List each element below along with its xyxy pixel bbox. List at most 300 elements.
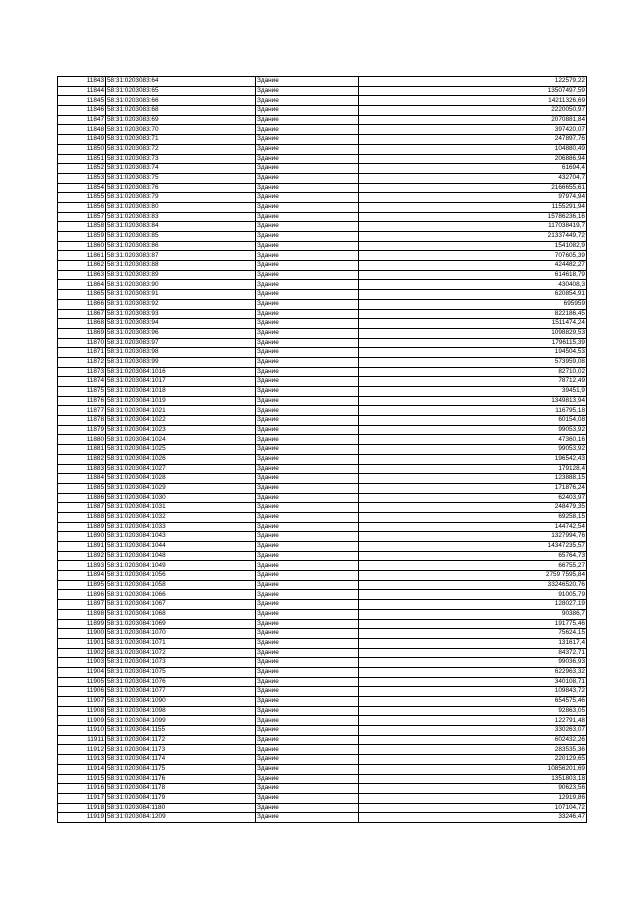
- table-row: [58, 357, 587, 367]
- row-number-cell: 11893: [58, 561, 106, 571]
- cadastral-number-cell: 58:31:0203083:83: [106, 212, 256, 222]
- cadastral-value-cell: 60154,08: [359, 416, 587, 426]
- cadastral-number-cell: 58:31:0203083:89: [106, 270, 256, 280]
- table-row: [58, 86, 587, 96]
- table-row: [58, 793, 587, 803]
- table-row: [58, 299, 587, 309]
- row-number-cell: 11914: [58, 764, 106, 774]
- row-number-cell: 11876: [58, 396, 106, 406]
- cadastral-value-cell: 1796115,39: [359, 338, 587, 348]
- object-type-cell: Здание: [256, 202, 359, 212]
- object-type-cell: Здание: [256, 96, 359, 106]
- table-row: [58, 309, 587, 319]
- object-type-cell: Здание: [256, 290, 359, 300]
- table-row: [58, 270, 587, 280]
- row-number-cell: 11905: [58, 677, 106, 687]
- row-number-cell: 11853: [58, 173, 106, 183]
- row-number-cell: 11882: [58, 454, 106, 464]
- cadastral-number-cell: 58:31:0203084:1023: [106, 425, 256, 435]
- cadastral-number-cell: 58:31:0203083:72: [106, 144, 256, 154]
- cadastral-number-cell: 58:31:0203084:1155: [106, 726, 256, 736]
- cadastral-number-cell: 58:31:0203084:1028: [106, 474, 256, 484]
- cadastral-value-cell: 84372,71: [359, 648, 587, 658]
- object-type-cell: Здание: [256, 270, 359, 280]
- cadastral-value-cell: 14211326,69: [359, 96, 587, 106]
- cadastral-value-cell: 179128,4: [359, 464, 587, 474]
- object-type-cell: Здание: [256, 106, 359, 116]
- cadastral-value-cell: 21337449,72: [359, 232, 587, 242]
- row-number-cell: 11848: [58, 125, 106, 135]
- object-type-cell: Здание: [256, 755, 359, 765]
- cadastral-number-cell: 58:31:0203083:73: [106, 154, 256, 164]
- cadastral-number-cell: 58:31:0203084:1098: [106, 706, 256, 716]
- object-type-cell: Здание: [256, 542, 359, 552]
- row-number-cell: 11880: [58, 435, 106, 445]
- cadastral-value-cell: 573959,08: [359, 357, 587, 367]
- table-row: [58, 803, 587, 813]
- cadastral-number-cell: 58:31:0203084:1077: [106, 687, 256, 697]
- cadastral-number-cell: 58:31:0203083:85: [106, 232, 256, 242]
- row-number-cell: 11845: [58, 96, 106, 106]
- row-number-cell: 11861: [58, 251, 106, 261]
- cadastral-number-cell: 58:31:0203084:1070: [106, 629, 256, 639]
- cadastral-number-cell: 58:31:0203083:93: [106, 309, 256, 319]
- object-type-cell: Здание: [256, 251, 359, 261]
- table-row: [58, 512, 587, 522]
- row-number-cell: 11844: [58, 86, 106, 96]
- cadastral-value-cell: 397420,07: [359, 125, 587, 135]
- table-row: [58, 164, 587, 174]
- row-number-cell: 11871: [58, 348, 106, 358]
- cadastral-number-cell: 58:31:0203084:1176: [106, 774, 256, 784]
- object-type-cell: Здание: [256, 493, 359, 503]
- row-number-cell: 11913: [58, 755, 106, 765]
- table-row: [58, 658, 587, 668]
- row-number-cell: 11884: [58, 474, 106, 484]
- row-number-cell: 11919: [58, 813, 106, 823]
- cadastral-value-cell: 99053,92: [359, 445, 587, 455]
- cadastral-number-cell: 58:31:0203084:1174: [106, 755, 256, 765]
- table-row: [58, 261, 587, 271]
- object-type-cell: Здание: [256, 658, 359, 668]
- cadastral-number-cell: 58:31:0203083:70: [106, 125, 256, 135]
- row-number-cell: 11883: [58, 464, 106, 474]
- table-row: [58, 609, 587, 619]
- cadastral-number-cell: 58:31:0203083:75: [106, 173, 256, 183]
- row-number-cell: 11888: [58, 512, 106, 522]
- row-number-cell: 11872: [58, 357, 106, 367]
- table-row: [58, 784, 587, 794]
- cadastral-value-cell: 247897,76: [359, 135, 587, 145]
- table-row: [58, 77, 587, 87]
- cadastral-value-cell: 144742,54: [359, 522, 587, 532]
- row-number-cell: 11864: [58, 280, 106, 290]
- object-type-cell: Здание: [256, 745, 359, 755]
- table-row: [58, 222, 587, 232]
- cadastral-number-cell: 58:31:0203083:96: [106, 328, 256, 338]
- cadastral-number-cell: 58:31:0203083:69: [106, 115, 256, 125]
- cadastral-value-cell: 2166655,61: [359, 183, 587, 193]
- row-number-cell: 11912: [58, 745, 106, 755]
- row-number-cell: 11875: [58, 387, 106, 397]
- cadastral-value-cell: 196542,43: [359, 454, 587, 464]
- cadastral-value-cell: 602432,26: [359, 735, 587, 745]
- table-row: [58, 726, 587, 736]
- table-row: [58, 600, 587, 610]
- object-type-cell: Здание: [256, 687, 359, 697]
- object-type-cell: Здание: [256, 299, 359, 309]
- table-row: [58, 290, 587, 300]
- object-type-cell: Здание: [256, 77, 359, 87]
- cadastral-number-cell: 58:31:0203084:1209: [106, 813, 256, 823]
- object-type-cell: Здание: [256, 803, 359, 813]
- row-number-cell: 11904: [58, 667, 106, 677]
- object-type-cell: Здание: [256, 416, 359, 426]
- object-type-cell: Здание: [256, 609, 359, 619]
- table-row: [58, 697, 587, 707]
- row-number-cell: 11867: [58, 309, 106, 319]
- object-type-cell: Здание: [256, 338, 359, 348]
- cadastral-number-cell: 58:31:0203084:1033: [106, 522, 256, 532]
- table-row: [58, 638, 587, 648]
- table-row: [58, 115, 587, 125]
- table-row: [58, 551, 587, 561]
- cadastral-number-cell: 58:31:0203083:68: [106, 106, 256, 116]
- row-number-cell: 11858: [58, 222, 106, 232]
- cadastral-value-cell: 69258,15: [359, 512, 587, 522]
- row-number-cell: 11898: [58, 609, 106, 619]
- table-row: [58, 154, 587, 164]
- row-number-cell: 11917: [58, 793, 106, 803]
- cadastral-number-cell: 58:31:0203084:1173: [106, 745, 256, 755]
- row-number-cell: 11877: [58, 406, 106, 416]
- row-number-cell: 11910: [58, 726, 106, 736]
- object-type-cell: Здание: [256, 309, 359, 319]
- row-number-cell: 11889: [58, 522, 106, 532]
- cadastral-number-cell: 58:31:0203084:1180: [106, 803, 256, 813]
- table-row: [58, 774, 587, 784]
- cadastral-value-cell: 1327994,76: [359, 532, 587, 542]
- cadastral-value-cell: 248479,35: [359, 503, 587, 513]
- cadastral-number-cell: 58:31:0203084:1030: [106, 493, 256, 503]
- object-type-cell: Здание: [256, 222, 359, 232]
- cadastral-number-cell: 58:31:0203083:79: [106, 193, 256, 203]
- table-row: [58, 144, 587, 154]
- cadastral-number-cell: 58:31:0203083:92: [106, 299, 256, 309]
- object-type-cell: Здание: [256, 154, 359, 164]
- table-row: [58, 483, 587, 493]
- cadastral-number-cell: 58:31:0203084:1021: [106, 406, 256, 416]
- cadastral-number-cell: 58:31:0203083:90: [106, 280, 256, 290]
- object-type-cell: Здание: [256, 600, 359, 610]
- cadastral-value-cell: 62403,97: [359, 493, 587, 503]
- table-row: [58, 454, 587, 464]
- cadastral-number-cell: 58:31:0203083:99: [106, 357, 256, 367]
- cadastral-value-cell: 82710,02: [359, 367, 587, 377]
- table-row: [58, 96, 587, 106]
- cadastral-number-cell: 58:31:0203084:1018: [106, 387, 256, 397]
- object-type-cell: Здание: [256, 522, 359, 532]
- object-type-cell: Здание: [256, 551, 359, 561]
- object-type-cell: Здание: [256, 667, 359, 677]
- cadastral-value-cell: 13507497,59: [359, 86, 587, 96]
- cadastral-value-cell: 78712,49: [359, 377, 587, 387]
- object-type-cell: Здание: [256, 764, 359, 774]
- row-number-cell: 11890: [58, 532, 106, 542]
- cadastral-value-cell: 430408,3: [359, 280, 587, 290]
- table-row: [58, 542, 587, 552]
- cadastral-value-cell: 65764,73: [359, 551, 587, 561]
- table-row: [58, 416, 587, 426]
- table-row: [58, 212, 587, 222]
- cadastral-value-cell: 33246,47: [359, 813, 587, 823]
- row-number-cell: 11885: [58, 483, 106, 493]
- cadastral-value-cell: 1511474,24: [359, 319, 587, 329]
- cadastral-value-cell: 14347235,57: [359, 542, 587, 552]
- row-number-cell: 11887: [58, 503, 106, 513]
- object-type-cell: Здание: [256, 357, 359, 367]
- object-type-cell: Здание: [256, 348, 359, 358]
- cadastral-value-cell: 61694,4: [359, 164, 587, 174]
- object-type-cell: Здание: [256, 561, 359, 571]
- row-number-cell: 11891: [58, 542, 106, 552]
- row-number-cell: 11863: [58, 270, 106, 280]
- object-type-cell: Здание: [256, 144, 359, 154]
- cadastral-value-cell: 206886,94: [359, 154, 587, 164]
- table-row: [58, 425, 587, 435]
- object-type-cell: Здание: [256, 328, 359, 338]
- table-row: [58, 106, 587, 116]
- cadastral-number-cell: 58:31:0203084:1058: [106, 580, 256, 590]
- cadastral-value-cell: 39451,9: [359, 387, 587, 397]
- cadastral-number-cell: 58:31:0203084:1068: [106, 609, 256, 619]
- cadastral-number-cell: 58:31:0203084:1049: [106, 561, 256, 571]
- cadastral-number-cell: 58:31:0203083:88: [106, 261, 256, 271]
- row-number-cell: 11915: [58, 774, 106, 784]
- cadastral-number-cell: 58:31:0203084:1044: [106, 542, 256, 552]
- cadastral-number-cell: 58:31:0203084:1017: [106, 377, 256, 387]
- cadastral-value-cell: 99036,93: [359, 658, 587, 668]
- table-row: [58, 813, 587, 823]
- row-number-cell: 11881: [58, 445, 106, 455]
- object-type-cell: Здание: [256, 396, 359, 406]
- table-row: [58, 251, 587, 261]
- row-number-cell: 11899: [58, 619, 106, 629]
- object-type-cell: Здание: [256, 280, 359, 290]
- table-row: [58, 202, 587, 212]
- cadastral-number-cell: 58:31:0203084:1056: [106, 571, 256, 581]
- row-number-cell: 11850: [58, 144, 106, 154]
- object-type-cell: Здание: [256, 532, 359, 542]
- object-type-cell: Здание: [256, 173, 359, 183]
- cadastral-number-cell: 58:31:0203083:65: [106, 86, 256, 96]
- cadastral-number-cell: 58:31:0203084:1099: [106, 716, 256, 726]
- table-row: [58, 328, 587, 338]
- cadastral-number-cell: 58:31:0203083:71: [106, 135, 256, 145]
- cadastral-number-cell: 58:31:0203084:1090: [106, 697, 256, 707]
- object-type-cell: Здание: [256, 454, 359, 464]
- cadastral-number-cell: 58:31:0203083:87: [106, 251, 256, 261]
- cadastral-value-cell: 107104,72: [359, 803, 587, 813]
- object-type-cell: Здание: [256, 387, 359, 397]
- object-type-cell: Здание: [256, 512, 359, 522]
- row-number-cell: 11918: [58, 803, 106, 813]
- table-row: [58, 232, 587, 242]
- cadastral-number-cell: 58:31:0203084:1066: [106, 590, 256, 600]
- cadastral-value-cell: 104880,49: [359, 144, 587, 154]
- row-number-cell: 11897: [58, 600, 106, 610]
- table-row: [58, 648, 587, 658]
- cadastral-number-cell: 58:31:0203084:1071: [106, 638, 256, 648]
- object-type-cell: Здание: [256, 86, 359, 96]
- cadastral-value-cell: 123888,15: [359, 474, 587, 484]
- cadastral-number-cell: 58:31:0203084:1029: [106, 483, 256, 493]
- object-type-cell: Здание: [256, 648, 359, 658]
- object-type-cell: Здание: [256, 367, 359, 377]
- cadastral-number-cell: 58:31:0203084:1075: [106, 667, 256, 677]
- row-number-cell: 11856: [58, 202, 106, 212]
- row-number-cell: 11886: [58, 493, 106, 503]
- object-type-cell: Здание: [256, 571, 359, 581]
- cadastral-number-cell: 58:31:0203084:1026: [106, 454, 256, 464]
- table-row: [58, 590, 587, 600]
- cadastral-number-cell: 58:31:0203084:1067: [106, 600, 256, 610]
- row-number-cell: 11869: [58, 328, 106, 338]
- row-number-cell: 11916: [58, 784, 106, 794]
- object-type-cell: Здание: [256, 813, 359, 823]
- object-type-cell: Здание: [256, 619, 359, 629]
- object-type-cell: Здание: [256, 726, 359, 736]
- table-row: [58, 125, 587, 135]
- cadastral-number-cell: 58:31:0203084:1175: [106, 764, 256, 774]
- object-type-cell: Здание: [256, 483, 359, 493]
- row-number-cell: 11859: [58, 232, 106, 242]
- row-number-cell: 11892: [58, 551, 106, 561]
- cadastral-number-cell: 58:31:0203084:1073: [106, 658, 256, 668]
- row-number-cell: 11868: [58, 319, 106, 329]
- cadastral-value-cell: 1351803,18: [359, 774, 587, 784]
- cadastral-value-cell: 654575,46: [359, 697, 587, 707]
- cadastral-value-table: [57, 76, 587, 823]
- row-number-cell: 11860: [58, 241, 106, 251]
- cadastral-value-cell: 707605,39: [359, 251, 587, 261]
- cadastral-number-cell: 58:31:0203084:1069: [106, 619, 256, 629]
- row-number-cell: 11901: [58, 638, 106, 648]
- object-type-cell: Здание: [256, 445, 359, 455]
- row-number-cell: 11879: [58, 425, 106, 435]
- cadastral-value-cell: 97974,94: [359, 193, 587, 203]
- object-type-cell: Здание: [256, 474, 359, 484]
- cadastral-value-cell: 91005,79: [359, 590, 587, 600]
- table-row: [58, 367, 587, 377]
- cadastral-value-cell: 424482,27: [359, 261, 587, 271]
- table-row: [58, 755, 587, 765]
- cadastral-value-cell: 620854,91: [359, 290, 587, 300]
- table-row: [58, 193, 587, 203]
- table-row: [58, 716, 587, 726]
- table-row: [58, 571, 587, 581]
- row-number-cell: 11911: [58, 735, 106, 745]
- cadastral-value-cell: 90386,7: [359, 609, 587, 619]
- cadastral-value-cell: 15786236,16: [359, 212, 587, 222]
- object-type-cell: Здание: [256, 638, 359, 648]
- object-type-cell: Здание: [256, 261, 359, 271]
- object-type-cell: Здание: [256, 735, 359, 745]
- row-number-cell: 11903: [58, 658, 106, 668]
- table-row: [58, 319, 587, 329]
- row-number-cell: 11855: [58, 193, 106, 203]
- table-row: [58, 338, 587, 348]
- row-number-cell: 11847: [58, 115, 106, 125]
- object-type-cell: Здание: [256, 464, 359, 474]
- cadastral-number-cell: 58:31:0203084:1019: [106, 396, 256, 406]
- row-number-cell: 11878: [58, 416, 106, 426]
- cadastral-value-cell: 75624,15: [359, 629, 587, 639]
- cadastral-value-cell: 66755,27: [359, 561, 587, 571]
- cadastral-value-cell: 116795,18: [359, 406, 587, 416]
- cadastral-number-cell: 58:31:0203084:1072: [106, 648, 256, 658]
- table-row: [58, 667, 587, 677]
- cadastral-number-cell: 58:31:0203083:64: [106, 77, 256, 87]
- cadastral-value-cell: 122579,22: [359, 77, 587, 87]
- row-number-cell: 11866: [58, 299, 106, 309]
- table-row: [58, 241, 587, 251]
- table-row: [58, 706, 587, 716]
- object-type-cell: Здание: [256, 580, 359, 590]
- table-row: [58, 735, 587, 745]
- cadastral-number-cell: 58:31:0203083:86: [106, 241, 256, 251]
- object-type-cell: Здание: [256, 183, 359, 193]
- table-row: [58, 445, 587, 455]
- cadastral-value-cell: 122791,48: [359, 716, 587, 726]
- object-type-cell: Здание: [256, 697, 359, 707]
- table-row: [58, 764, 587, 774]
- object-type-cell: Здание: [256, 193, 359, 203]
- cadastral-number-cell: 58:31:0203083:74: [106, 164, 256, 174]
- table-row: [58, 619, 587, 629]
- table-row: [58, 387, 587, 397]
- cadastral-number-cell: 58:31:0203084:1016: [106, 367, 256, 377]
- table-row: [58, 745, 587, 755]
- cadastral-number-cell: 58:31:0203084:1178: [106, 784, 256, 794]
- row-number-cell: 11894: [58, 571, 106, 581]
- cadastral-value-cell: 614618,79: [359, 270, 587, 280]
- table-row: [58, 280, 587, 290]
- cadastral-value-cell: 109843,72: [359, 687, 587, 697]
- cadastral-number-cell: 58:31:0203083:91: [106, 290, 256, 300]
- object-type-cell: Здание: [256, 377, 359, 387]
- cadastral-value-cell: 117038419,7: [359, 222, 587, 232]
- cadastral-value-cell: 191775,46: [359, 619, 587, 629]
- cadastral-number-cell: 58:31:0203084:1022: [106, 416, 256, 426]
- cadastral-number-cell: 58:31:0203083:80: [106, 202, 256, 212]
- cadastral-value-cell: 92863,05: [359, 706, 587, 716]
- cadastral-value-cell: 194504,53: [359, 348, 587, 358]
- table-row: [58, 135, 587, 145]
- table-row: [58, 561, 587, 571]
- cadastral-number-cell: 58:31:0203084:1025: [106, 445, 256, 455]
- cadastral-value-cell: 340108,71: [359, 677, 587, 687]
- cadastral-value-cell: 220129,65: [359, 755, 587, 765]
- cadastral-value-cell: 622963,32: [359, 667, 587, 677]
- cadastral-value-cell: 2220050,97: [359, 106, 587, 116]
- object-type-cell: Здание: [256, 706, 359, 716]
- table-row: [58, 532, 587, 542]
- cadastral-value-cell: 90623,56: [359, 784, 587, 794]
- cadastral-value-cell: 33246520,76: [359, 580, 587, 590]
- row-number-cell: 11906: [58, 687, 106, 697]
- row-number-cell: 11907: [58, 697, 106, 707]
